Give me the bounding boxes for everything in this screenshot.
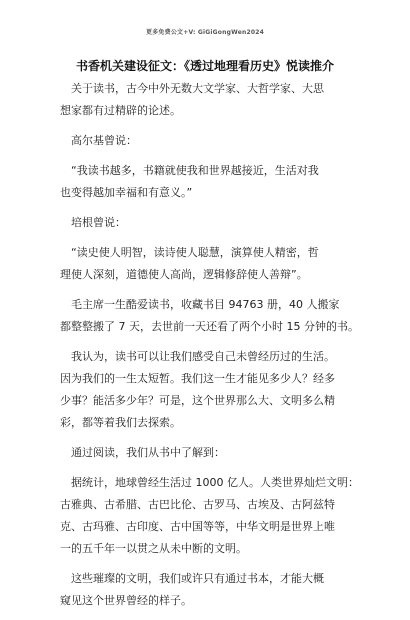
paragraph xyxy=(60,442,360,464)
paragraph xyxy=(60,212,360,234)
text-line: 我认为，读书可以让我们感受自己未曾经历过的生活。 xyxy=(60,350,335,363)
text-line: 少事？能活多少年？可是，这个世界那么大、文明多么精 xyxy=(60,394,335,407)
text-line: 也变得越加幸福和有意义。” xyxy=(60,186,193,199)
text-line: 培根曾说： xyxy=(60,216,126,229)
paragraph xyxy=(60,346,360,434)
text-line: 都整整搬了 7 天，去世前一天还看了两个小时 15 分钟的书。 xyxy=(60,320,359,333)
text-line: 通过阅读，我们从书中了解到： xyxy=(60,446,225,459)
text-line: 据统计，地球曾经生活过 1000 亿人。人类世界灿烂文明： xyxy=(60,476,359,489)
text-line: 克、古玛雅、古印度、古中国等等，中华文明是世界上唯 xyxy=(60,520,335,533)
document-title: 书香机关建设征文：《透过地理看历史》悦读推介 xyxy=(75,59,334,73)
text-line: 想家都有过精辟的论述。 xyxy=(60,104,181,117)
paragraph xyxy=(60,472,360,560)
paragraph xyxy=(60,130,360,152)
text-line: 窥见这个世界曾经的样子。 xyxy=(60,594,192,607)
paragraph xyxy=(60,160,360,204)
text-line: 毛主席一生酷爱读书，收藏书目 94763 册，40 人搬家 xyxy=(60,298,340,311)
text-line: “我读书越多，书籍就使我和世界越接近，生活对我 xyxy=(60,164,319,177)
text-line: 因为我们的一生太短暂。我们这一生才能见多少人？经多 xyxy=(60,372,335,385)
text-line: 一的五千年一以贯之从未中断的文明。 xyxy=(60,542,247,555)
text-line: 理使人深刻，道德使人高尚，逻辑修辞使人善辩”。 xyxy=(60,268,308,281)
header-note: 更多免费公文+V: GiGiGongWen2024 xyxy=(146,29,264,36)
text-line: 彩，都等着我们去探索。 xyxy=(60,416,181,429)
text-line: 高尔基曾说： xyxy=(60,134,137,147)
paragraph xyxy=(60,294,360,338)
text-line: 古雅典、古希腊、古巴比伦、古罗马、古埃及、古阿兹特 xyxy=(60,498,335,511)
text-line: 关于读书，古今中外无数大文学家、大哲学家、大思 xyxy=(60,82,324,95)
text-line: “读史使人明智，读诗使人聪慧，演算使人精密，哲 xyxy=(60,246,319,259)
paragraph xyxy=(60,568,360,612)
paragraph xyxy=(60,242,360,286)
paragraph xyxy=(60,78,360,122)
text-line: 这些璀璨的文明，我们或许只有通过书本，才能大概 xyxy=(60,572,324,585)
document-body xyxy=(60,78,360,620)
